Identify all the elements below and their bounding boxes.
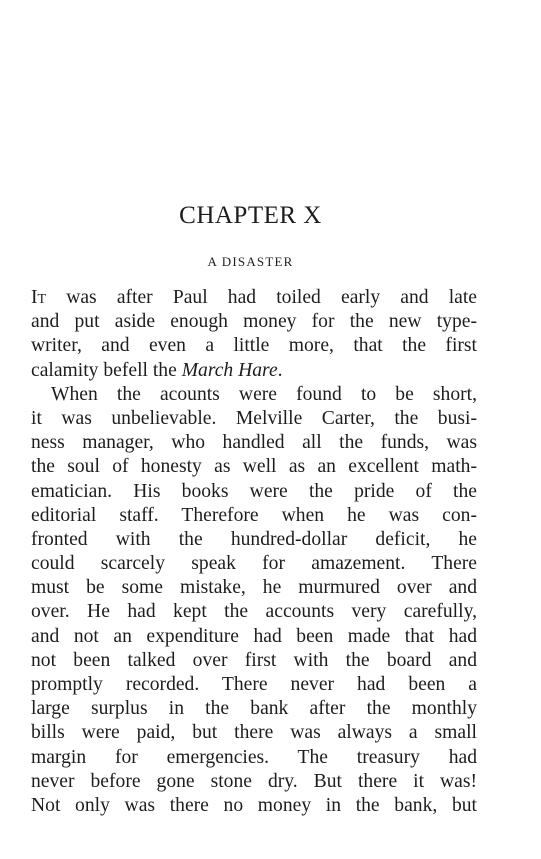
body-line: bills were paid, but there was always a small [31, 722, 477, 744]
italic-title: March Hare [181, 359, 278, 381]
body-line: it was unbelievable. Melville Carter, the busi- [31, 407, 477, 429]
body-line: fronted with the hundred-dollar deficit, he [31, 528, 477, 550]
body-line: could scarcely speak for amazement. There [31, 553, 477, 575]
body-line: margin for emergencies. The treasury had [31, 746, 477, 768]
body-line: Not only was there no money in the bank, but [31, 794, 477, 816]
line-text: calamity befell the [31, 359, 182, 381]
body-line: When the acounts were found to be short, [51, 383, 477, 405]
body-line: the soul of honesty as well as an excellent math- [31, 456, 477, 478]
body-line: editorial staff. Therefore when he was con- [31, 504, 477, 526]
chapter-title: CHAPTER X [179, 202, 322, 229]
body-line: writer, and even a little more, that the first [31, 335, 477, 357]
body-line: not been talked over first with the board and [31, 649, 477, 671]
body-line: large surplus in the bank after the monthly [31, 698, 477, 720]
body-line: never before gone stone dry. But there it was! [31, 770, 477, 792]
body-line: and not an expenditure had been made that had [31, 625, 477, 647]
line-text: . [277, 359, 283, 381]
body-line: ness manager, who handled all the funds, was [31, 432, 477, 454]
chapter-subtitle: A DISASTER [207, 254, 294, 269]
body-line: and put aside enough money for the new type- [31, 311, 477, 333]
chapter-body [31, 286, 477, 818]
body-line: promptly recorded. There never had been a [31, 674, 477, 695]
body-line: over. He had kept the accounts very carefully, [31, 601, 477, 623]
body-line [31, 286, 477, 310]
drop-word: It [31, 287, 47, 308]
body-line: must be some mistake, he murmured over and [31, 577, 477, 599]
body-line [31, 359, 477, 383]
body-line: ematician. His books were the pride of the [31, 480, 477, 502]
line-text: was after Paul had toiled early and late [46, 287, 477, 308]
